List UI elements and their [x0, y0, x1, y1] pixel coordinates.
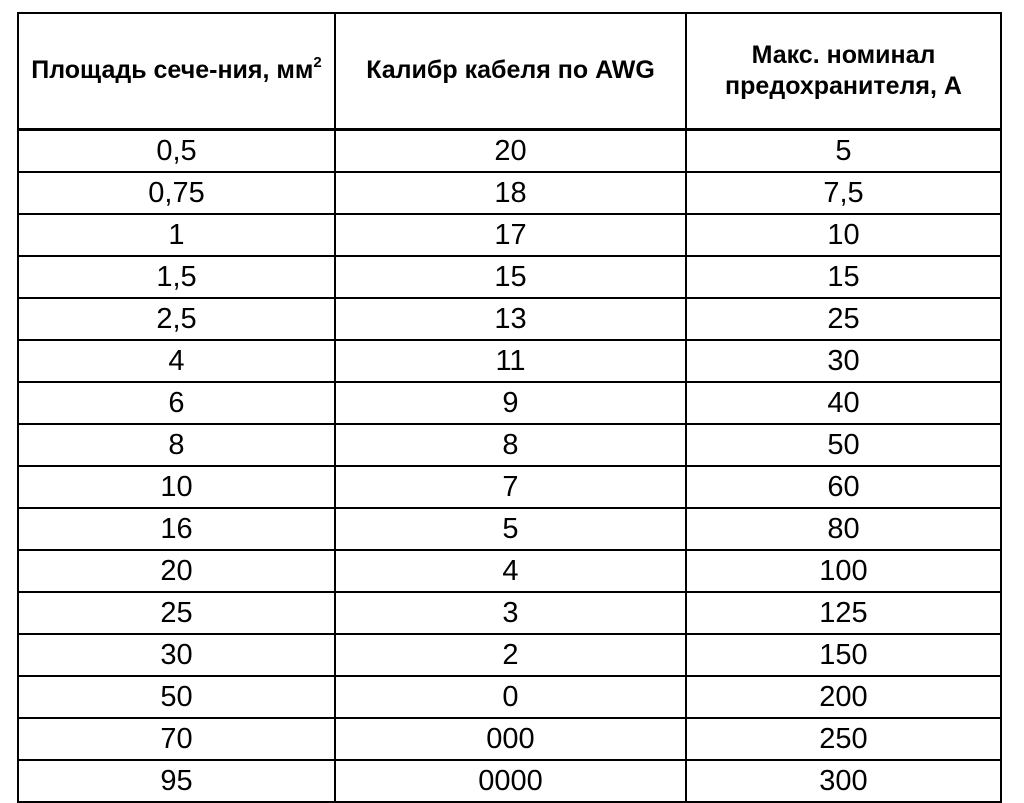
header-cross-section-superscript: 2 [313, 54, 322, 72]
cell-max-fuse-rating: 15 [686, 256, 1000, 298]
cell-cross-section: 30 [19, 634, 335, 676]
cell-max-fuse-rating: 150 [686, 634, 1000, 676]
table-row [19, 466, 1000, 508]
table-row [19, 676, 1000, 718]
cell-max-fuse-rating: 7,5 [686, 172, 1000, 214]
cell-max-fuse-rating: 200 [686, 676, 1000, 718]
table-row [19, 382, 1000, 424]
cell-awg-gauge: 13 [335, 298, 686, 340]
cell-awg-gauge: 17 [335, 214, 686, 256]
cell-max-fuse-rating: 5 [686, 129, 1000, 172]
cell-max-fuse-rating: 100 [686, 550, 1000, 592]
cell-max-fuse-rating: 50 [686, 424, 1000, 466]
table-row [19, 256, 1000, 298]
cell-awg-gauge: 2 [335, 634, 686, 676]
cell-cross-section: 70 [19, 718, 335, 760]
cell-awg-gauge: 4 [335, 550, 686, 592]
cell-cross-section: 2,5 [19, 298, 335, 340]
cell-max-fuse-rating: 125 [686, 592, 1000, 634]
cable-fuse-table-frame [17, 12, 1002, 803]
cell-cross-section: 16 [19, 508, 335, 550]
cell-awg-gauge: 18 [335, 172, 686, 214]
table-row [19, 508, 1000, 550]
cell-cross-section: 1 [19, 214, 335, 256]
table-row [19, 298, 1000, 340]
cell-awg-gauge: 7 [335, 466, 686, 508]
cell-max-fuse-rating: 40 [686, 382, 1000, 424]
cell-awg-gauge: 0000 [335, 760, 686, 801]
table-row [19, 129, 1000, 172]
table-header [19, 14, 1000, 129]
cell-awg-gauge: 000 [335, 718, 686, 760]
cell-max-fuse-rating: 25 [686, 298, 1000, 340]
cell-cross-section: 20 [19, 550, 335, 592]
header-max-fuse-rating-text: Макс. номинал предохранителя, А [725, 40, 962, 100]
table-row [19, 214, 1000, 256]
cell-max-fuse-rating: 80 [686, 508, 1000, 550]
header-awg-gauge [335, 14, 686, 129]
header-cross-section [19, 14, 335, 129]
cell-cross-section: 8 [19, 424, 335, 466]
header-max-fuse-rating [686, 14, 1000, 129]
cell-max-fuse-rating: 60 [686, 466, 1000, 508]
table-row [19, 760, 1000, 801]
cell-awg-gauge: 9 [335, 382, 686, 424]
cell-cross-section: 25 [19, 592, 335, 634]
table-row [19, 634, 1000, 676]
header-row [19, 14, 1000, 129]
cell-awg-gauge: 0 [335, 676, 686, 718]
cell-cross-section: 0,5 [19, 129, 335, 172]
cell-awg-gauge: 20 [335, 129, 686, 172]
table-row [19, 718, 1000, 760]
cell-max-fuse-rating: 10 [686, 214, 1000, 256]
cell-awg-gauge: 15 [335, 256, 686, 298]
cell-awg-gauge: 5 [335, 508, 686, 550]
cell-awg-gauge: 11 [335, 340, 686, 382]
cell-cross-section: 4 [19, 340, 335, 382]
table-row [19, 592, 1000, 634]
cell-cross-section: 10 [19, 466, 335, 508]
cell-max-fuse-rating: 300 [686, 760, 1000, 801]
header-cross-section-text: Площадь сече-ния, мм [31, 56, 314, 85]
cell-cross-section: 95 [160, 764, 193, 797]
cell-cross-section: 6 [19, 382, 335, 424]
cell-max-fuse-rating: 250 [686, 718, 1000, 760]
cell-max-fuse-rating: 30 [686, 340, 1000, 382]
cable-fuse-table [19, 14, 1000, 801]
table-row [19, 340, 1000, 382]
cell-cross-section: 0,75 [19, 172, 335, 214]
table-row [19, 550, 1000, 592]
cell-awg-gauge: 3 [335, 592, 686, 634]
cell-awg-gauge: 8 [335, 424, 686, 466]
table-row [19, 424, 1000, 466]
table-body [19, 129, 1000, 801]
table-row [19, 172, 1000, 214]
cell-cross-section: 1,5 [19, 256, 335, 298]
header-awg-gauge-text: Калибр кабеля по AWG [366, 56, 655, 85]
cell-cross-section: 50 [19, 676, 335, 718]
